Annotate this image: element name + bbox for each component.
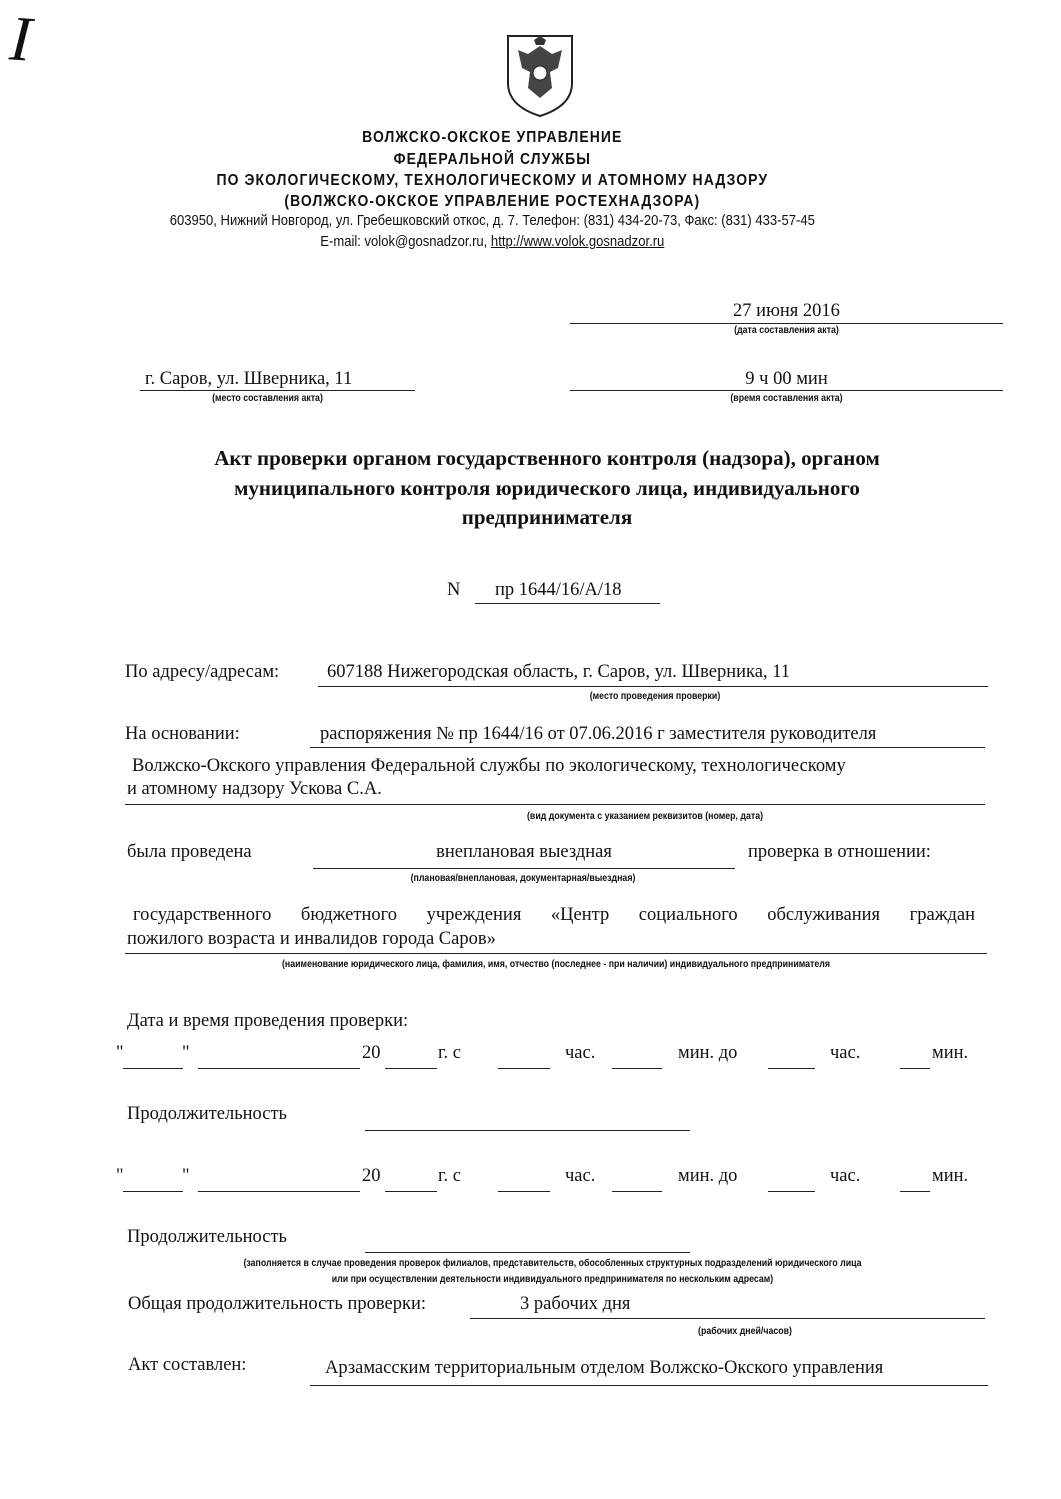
year-field[interactable] xyxy=(385,1068,437,1069)
document-title-line-1: Акт проверки органом государственного контроля (надзора), органом xyxy=(214,446,880,470)
hours-label-2: час. xyxy=(830,1166,861,1186)
duration-caption-2: или при осуществлении деятельности индивидуального предпринимателя по нескольким адресам) xyxy=(331,1274,774,1285)
act-time-caption: (время составления акта) xyxy=(730,393,843,404)
quote-close: " xyxy=(182,1166,190,1186)
quote-close: " xyxy=(182,1043,190,1063)
duration-label-1: Продолжительность xyxy=(127,1104,287,1124)
coat-of-arms-emblem-icon xyxy=(500,28,580,118)
duration-label-2: Продолжительность xyxy=(127,1227,287,1247)
start-minute-field[interactable] xyxy=(612,1068,662,1069)
header-email: E-mail: volok@gosnadzor.ru, xyxy=(320,234,491,250)
conducted-suffix: проверка в отношении: xyxy=(748,842,931,862)
quote-open: " xyxy=(116,1166,124,1186)
basis-label: На основании: xyxy=(125,724,240,744)
act-date-caption: (дата составления акта) xyxy=(734,325,839,336)
minutes-label: мин. xyxy=(932,1166,969,1186)
header-contacts xyxy=(0,234,985,250)
end-minute-field[interactable] xyxy=(900,1068,930,1069)
act-place-caption: (место составления акта) xyxy=(212,393,323,404)
conducted-label: была проведена xyxy=(127,842,252,862)
datetime-label: Дата и время проведения проверки: xyxy=(127,1011,409,1031)
header-website-link[interactable]: http://www.volok.gosnadzor.ru xyxy=(490,234,665,250)
header-line-2: ФЕДЕРАЛЬНОЙ СЛУЖБЫ xyxy=(393,151,591,168)
inspection-type: внеплановая выездная xyxy=(436,842,612,862)
min-to-label: мин. до xyxy=(678,1043,738,1063)
address-label: По адресу/адресам: xyxy=(125,662,280,682)
act-place: г. Саров, ул. Шверника, 11 xyxy=(145,369,353,389)
basis-caption: (вид документа с указанием реквизитов (номер, дата) xyxy=(526,811,764,822)
address-caption: (место проведения проверки) xyxy=(589,691,721,702)
act-date: 27 июня 2016 xyxy=(733,301,840,321)
subject-line-2: пожилого возраста и инвалидов города Саров» xyxy=(127,929,496,949)
hours-label-2: час. xyxy=(830,1043,861,1063)
subject-text xyxy=(127,903,975,951)
year-prefix: 20 xyxy=(362,1166,381,1186)
duration-field-1[interactable] xyxy=(365,1130,690,1131)
start-minute-field[interactable] xyxy=(612,1191,662,1192)
hours-label: час. xyxy=(565,1043,596,1063)
header-line-1: ВОЛЖСКО-ОКСКОЕ УПРАВЛЕНИЕ xyxy=(362,129,623,146)
duration-field-2[interactable] xyxy=(365,1252,690,1253)
year-prefix: 20 xyxy=(362,1043,381,1063)
header-line-4: (ВОЛЖСКО-ОКСКОЕ УПРАВЛЕНИЕ РОСТЕХНАДЗОРА) xyxy=(284,193,701,210)
min-to-label: мин. до xyxy=(678,1166,738,1186)
total-duration-caption: (рабочих дней/часов) xyxy=(698,1326,792,1337)
document-title-line-3: предпринимателя xyxy=(461,505,633,529)
header-address: 603950, Нижний Новгород, ул. Гребешковский откос, д. 7. Телефон: (831) 434-20-73, Факс: (831) 433-57-45 xyxy=(169,213,815,229)
year-suffix: г. с xyxy=(438,1166,461,1186)
act-time: 9 ч 00 мин xyxy=(745,369,828,389)
minutes-label: мин. xyxy=(932,1043,969,1063)
end-minute-field[interactable] xyxy=(900,1191,930,1192)
document-title-line-2: муниципального контроля юридического лица, индивидуального xyxy=(234,476,860,500)
month-field[interactable] xyxy=(198,1068,360,1069)
composed-value: Арзамасским территориальным отделом Волжско-Окского управления xyxy=(325,1358,884,1378)
hours-label: час. xyxy=(565,1166,596,1186)
act-number-label: N xyxy=(447,580,461,600)
address-value: 607188 Нижегородская область, г. Саров, ул. Шверника, 11 xyxy=(327,662,791,682)
header-line-3: ПО ЭКОЛОГИЧЕСКОМУ, ТЕХНОЛОГИЧЕСКОМУ И АТОМНОМУ НАДЗОРУ xyxy=(216,172,769,189)
end-hour-field[interactable] xyxy=(768,1191,815,1192)
start-hour-field[interactable] xyxy=(498,1191,550,1192)
day-field[interactable] xyxy=(123,1068,183,1069)
quote-open: " xyxy=(116,1043,124,1063)
year-suffix: г. с xyxy=(438,1043,461,1063)
total-duration-label: Общая продолжительность проверки: xyxy=(128,1294,427,1314)
duration-caption-1: (заполняется в случае проведения проверок филиалов, представительств, обособленных структурных подразделений юридического лица xyxy=(243,1258,862,1269)
day-field[interactable] xyxy=(123,1191,183,1192)
basis-line-2: Волжско-Окского управления Федеральной службы по экологическому, технологическому xyxy=(132,756,846,776)
basis-line-3: и атомному надзору Ускова С.А. xyxy=(127,779,382,799)
subject-line-1: государственного бюджетного учреждения «Центр социального обслуживания граждан xyxy=(133,905,975,925)
basis-line-1: распоряжения № пр 1644/16 от 07.06.2016 г заместителя руководителя xyxy=(320,724,877,744)
act-number: пр 1644/16/А/18 xyxy=(495,580,622,600)
total-duration-value: 3 рабочих дня xyxy=(520,1294,631,1314)
subject-caption: (наименование юридического лица, фамилия, имя, отчество (последнее - при наличии) индивидуального предпринимателя xyxy=(282,959,830,970)
end-hour-field[interactable] xyxy=(768,1068,815,1069)
composed-label: Акт составлен: xyxy=(128,1355,247,1375)
year-field[interactable] xyxy=(385,1191,437,1192)
start-hour-field[interactable] xyxy=(498,1068,550,1069)
inspection-type-caption: (плановая/внеплановая, документарная/выездная) xyxy=(410,873,636,884)
month-field[interactable] xyxy=(198,1191,360,1192)
handwritten-mark: I xyxy=(7,2,34,75)
